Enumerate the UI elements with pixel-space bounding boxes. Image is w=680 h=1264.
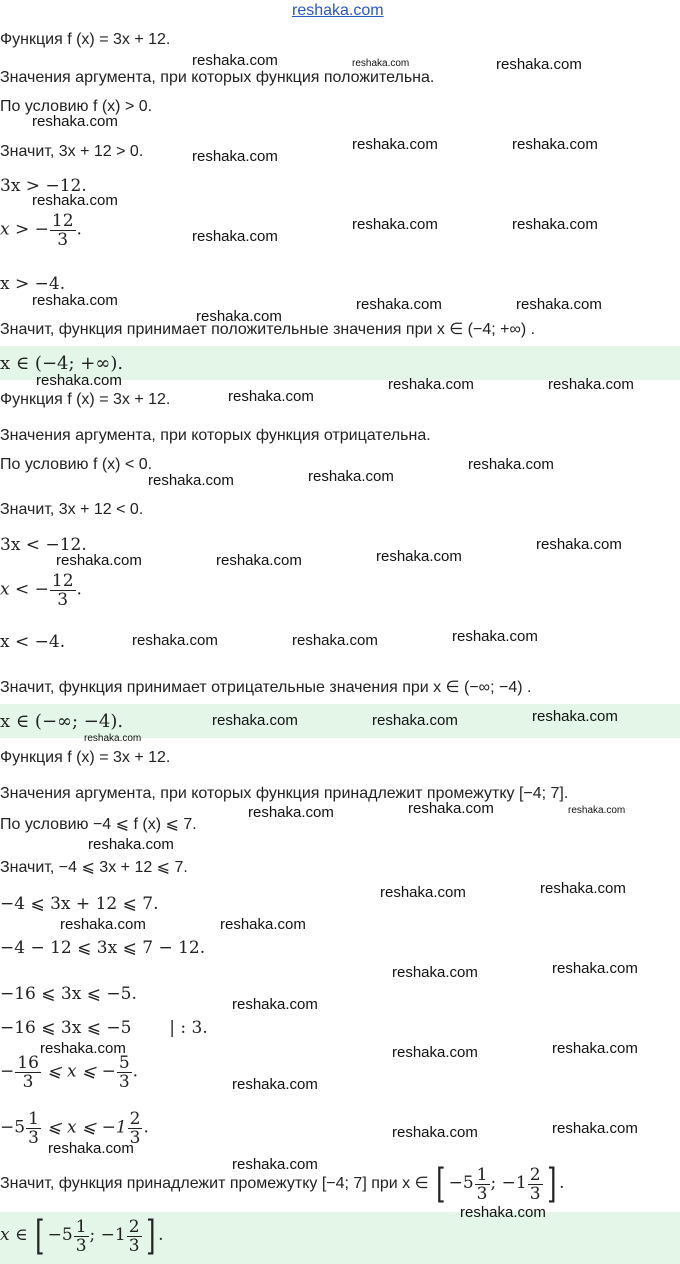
frac-num: 12 <box>51 571 74 591</box>
watermark: reshaka.com <box>88 836 174 853</box>
watermark: reshaka.com <box>372 712 458 729</box>
watermark: reshaka.com <box>308 468 394 485</box>
left-bracket: [ <box>436 1161 446 1207</box>
b3-step3: −4 − 12 ⩽ 3x ⩽ 7 − 12. <box>0 938 206 958</box>
watermark: reshaka.com <box>512 136 598 153</box>
site-link[interactable]: reshaka.com <box>292 2 384 19</box>
b2-function: Функция f (x) = 3x + 12. <box>0 391 171 408</box>
watermark: reshaka.com <box>392 964 478 981</box>
b2-step3-pre: x < − <box>0 579 49 600</box>
frac-num: 1 <box>75 1216 87 1237</box>
b3-step6 <box>0 1054 138 1091</box>
frac-num: 5 <box>118 1053 130 1073</box>
watermark: reshaka.com <box>32 292 118 309</box>
frac-den: 3 <box>75 1235 87 1256</box>
b3-answer-frac1 <box>74 1218 89 1255</box>
watermark: reshaka.com <box>132 632 218 649</box>
watermark: reshaka.com <box>212 712 298 729</box>
watermark: reshaka.com <box>392 1124 478 1141</box>
watermark: reshaka.com <box>468 456 554 473</box>
watermark: reshaka.com <box>352 216 438 233</box>
frac-den: 3 <box>529 1183 541 1204</box>
watermark: reshaka.com <box>40 1040 126 1057</box>
watermark: reshaka.com <box>192 52 278 69</box>
watermark: reshaka.com <box>232 996 318 1013</box>
watermark: reshaka.com <box>84 733 142 744</box>
b2-step3-post: . <box>76 579 82 600</box>
b1-task: Значения аргумента, при которых функция положительна. <box>0 69 435 86</box>
b1-step3-post: . <box>76 219 82 240</box>
watermark: reshaka.com <box>568 805 626 816</box>
frac-num: 2 <box>529 1164 541 1185</box>
watermark: reshaka.com <box>388 376 474 393</box>
watermark: reshaka.com <box>536 536 622 553</box>
frac-num: 2 <box>128 1216 140 1237</box>
watermark: reshaka.com <box>292 632 378 649</box>
watermark: reshaka.com <box>540 880 626 897</box>
b3-step5: −16 ⩽ 3x ⩽ −5 | : 3. <box>0 1018 208 1038</box>
right-bracket: ] <box>145 1213 156 1259</box>
b3-step2: −4 ⩽ 3x + 12 ⩽ 7. <box>0 894 159 914</box>
b2-condition: По условию f (x) < 0. <box>0 456 153 473</box>
b1-fraction <box>50 212 76 249</box>
b1-condition: По условию f (x) > 0. <box>0 98 153 115</box>
b3-step6-a: − <box>0 1061 15 1082</box>
b1-conclusion: Значит, функция принимает положительные значения при x ∈ (−4; +∞) . <box>0 321 536 338</box>
b2-step2: 3x < −12. <box>0 535 87 555</box>
b3-answer-pre: x ∈ <box>0 1225 28 1246</box>
watermark: reshaka.com <box>552 1040 638 1057</box>
frac-den: 3 <box>28 1128 39 1148</box>
frac-den: 3 <box>22 1072 34 1092</box>
frac-den: 3 <box>476 1183 488 1204</box>
b3-step7-mid: ⩽ x ⩽ −1 <box>41 1117 127 1138</box>
b2-fraction <box>50 572 76 609</box>
b2-answer: x ∈ (−∞; −4). <box>0 711 124 732</box>
b2-step4: x < −4. <box>0 632 66 652</box>
frac-num: 1 <box>28 1109 39 1129</box>
watermark: reshaka.com <box>548 376 634 393</box>
b3-step6-post: . <box>132 1061 139 1082</box>
right-bracket: ] <box>546 1161 557 1207</box>
b2-step3 <box>0 572 82 609</box>
b3-task: Значения аргумента, при которых функция принадлежит промежутку [−4; 7]. <box>0 785 569 802</box>
frac-num: 2 <box>129 1109 141 1129</box>
watermark: reshaka.com <box>380 884 466 901</box>
watermark: reshaka.com <box>216 552 302 569</box>
b2-conclusion: Значит, функция принимает отрицательные значения при x ∈ (−∞; −4) . <box>0 679 532 696</box>
watermark: reshaka.com <box>220 916 306 933</box>
watermark: reshaka.com <box>552 1120 638 1137</box>
watermark: reshaka.com <box>532 708 618 725</box>
b3-conclusion-a: −5 <box>448 1173 474 1194</box>
b3-step4: −16 ⩽ 3x ⩽ −5. <box>0 984 137 1004</box>
watermark: reshaka.com <box>192 228 278 245</box>
watermark: reshaka.com <box>376 548 462 565</box>
b3-answer-post: . <box>158 1225 164 1246</box>
b3-answer-a: −5 <box>47 1225 73 1246</box>
b3-conclusion-frac1 <box>475 1166 490 1203</box>
watermark: reshaka.com <box>48 1140 134 1157</box>
watermark: reshaka.com <box>352 136 438 153</box>
watermark: reshaka.com <box>356 296 442 313</box>
watermark: reshaka.com <box>60 916 146 933</box>
watermark: reshaka.com <box>512 216 598 233</box>
b3-answer <box>0 1213 164 1259</box>
watermark: reshaka.com <box>496 56 582 73</box>
b1-step3 <box>0 212 82 249</box>
frac-den: 3 <box>128 1235 140 1256</box>
frac-num: 16 <box>17 1053 39 1073</box>
frac-den: 3 <box>129 1128 141 1148</box>
frac-den: 3 <box>118 1072 130 1092</box>
watermark: reshaka.com <box>516 296 602 313</box>
b3-step6-mid: ⩽ x ⩽ − <box>41 1061 116 1082</box>
b3-conclusion-pre: Значит, функция принадлежит промежутку [−4; 7] при x ∈ <box>0 1175 429 1193</box>
b3-step7-a: −5 <box>0 1117 26 1138</box>
b3-answer-mid: ; −1 <box>89 1225 126 1246</box>
watermark: reshaka.com <box>196 308 282 325</box>
b3-answer-frac2 <box>127 1218 142 1255</box>
watermark: reshaka.com <box>392 1044 478 1061</box>
b1-answer: x ∈ (−4; +∞). <box>0 353 124 374</box>
frac-den: 3 <box>57 590 69 610</box>
b3-step6-frac1 <box>15 1054 41 1091</box>
watermark: reshaka.com <box>352 58 410 69</box>
left-bracket: [ <box>35 1213 45 1259</box>
b2-task: Значения аргумента, при которых функция отрицательна. <box>0 427 431 444</box>
b3-step1: Значит, −4 ⩽ 3x + 12 ⩽ 7. <box>0 859 188 876</box>
frac-num: 12 <box>51 211 74 231</box>
b3-conclusion-mid: ; −1 <box>490 1173 527 1194</box>
watermark: reshaka.com <box>228 388 314 405</box>
b3-conclusion-frac2 <box>528 1166 543 1203</box>
watermark: reshaka.com <box>248 804 334 821</box>
watermark: reshaka.com <box>32 192 118 209</box>
b3-function: Функция f (x) = 3x + 12. <box>0 749 171 766</box>
watermark: reshaka.com <box>452 628 538 645</box>
watermark: reshaka.com <box>460 1204 546 1221</box>
watermark: reshaka.com <box>36 372 122 389</box>
watermark: reshaka.com <box>56 552 142 569</box>
b3-step6-frac2 <box>117 1054 132 1091</box>
b3-step7-post: . <box>143 1117 149 1138</box>
b2-step1: Значит, 3x + 12 < 0. <box>0 501 144 518</box>
b3-step7-frac1 <box>26 1110 41 1147</box>
b1-step3-pre: x > − <box>0 219 49 240</box>
frac-den: 3 <box>57 230 69 250</box>
watermark: reshaka.com <box>408 800 494 817</box>
watermark: reshaka.com <box>552 960 638 977</box>
watermark: reshaka.com <box>192 148 278 165</box>
watermark: reshaka.com <box>232 1076 318 1093</box>
b1-step1: Значит, 3x + 12 > 0. <box>0 143 144 160</box>
frac-num: 1 <box>476 1164 488 1185</box>
watermark: reshaka.com <box>232 1156 318 1173</box>
b1-step4: x > −4. <box>0 274 66 294</box>
watermark: reshaka.com <box>32 113 118 130</box>
b3-conclusion-post: . <box>559 1173 565 1194</box>
b1-function: Функция f (x) = 3x + 12. <box>0 31 171 48</box>
b1-step2: 3x > −12. <box>0 176 87 196</box>
watermark: reshaka.com <box>148 472 234 489</box>
b3-condition: По условию −4 ⩽ f (x) ⩽ 7. <box>0 816 197 833</box>
